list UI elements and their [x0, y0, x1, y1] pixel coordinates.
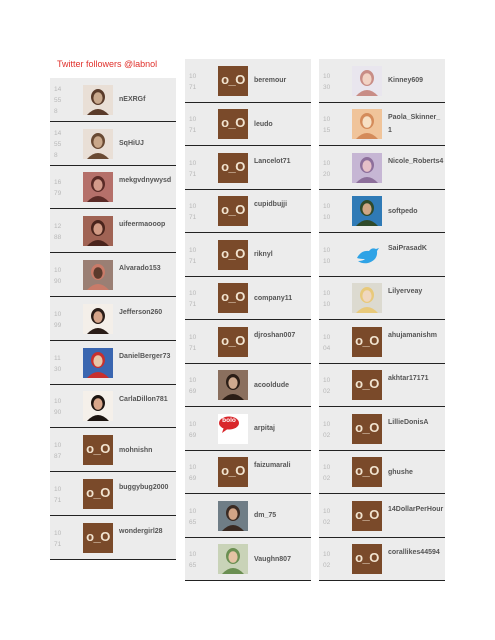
profile-photo[interactable] — [352, 283, 382, 313]
default-avatar[interactable]: o_O — [352, 414, 382, 444]
follower-count — [189, 419, 196, 441]
follower-count-part: 02 — [323, 475, 331, 483]
profile-photo[interactable] — [218, 544, 248, 574]
follower-count-part: 10 — [189, 203, 197, 211]
followers-column-1 — [50, 78, 176, 560]
default-avatar[interactable]: o_O — [83, 435, 113, 465]
follower-username[interactable]: arpitaj — [254, 425, 276, 433]
profile-photo-image — [83, 304, 113, 334]
follower-count-part: 10 — [323, 420, 331, 428]
follower-count-part: 10 — [189, 420, 197, 428]
follower-count — [323, 332, 330, 354]
follower-count-part: 10 — [323, 203, 331, 211]
follower-count-part: 10 — [189, 246, 197, 254]
follower-count-part: 71 — [189, 127, 197, 135]
follower-username[interactable]: 14DollarPerHour — [388, 505, 444, 513]
follower-row — [185, 146, 311, 190]
follower-row — [185, 364, 311, 408]
follower-count-part: 90 — [54, 409, 62, 417]
follower-count-part: 8 — [54, 152, 58, 160]
follower-username[interactable]: acooldude — [254, 381, 290, 389]
follower-row — [319, 364, 445, 408]
follower-row — [50, 78, 176, 122]
follower-count-part: 10 — [323, 290, 331, 298]
follower-count-part: 11 — [54, 354, 61, 362]
follower-count-part: 71 — [189, 170, 197, 178]
follower-username[interactable]: dm_75 — [254, 512, 277, 520]
follower-count-part: 71 — [189, 257, 197, 265]
profile-photo-image — [83, 260, 113, 290]
follower-count-part: 10 — [323, 72, 331, 80]
follower-row — [319, 538, 445, 582]
follower-count — [189, 201, 196, 223]
follower-row — [50, 428, 176, 472]
default-avatar[interactable]: o_O — [218, 283, 248, 313]
follower-username[interactable]: ahujamanishm — [388, 331, 438, 339]
follower-count-part: 10 — [189, 290, 197, 298]
default-avatar[interactable]: o_O — [218, 196, 248, 226]
follower-count — [323, 201, 330, 223]
followers-column-3 — [319, 59, 445, 581]
follower-count-part: 10 — [323, 507, 331, 515]
profile-photo-image — [83, 391, 113, 421]
follower-count — [54, 177, 61, 199]
default-avatar[interactable]: o_O — [218, 109, 248, 139]
page-title: Twitter followers @labnol — [57, 59, 158, 69]
follower-count — [189, 332, 196, 354]
follower-count-part: 10 — [323, 377, 331, 385]
follower-count-part: 10 — [323, 257, 331, 265]
follower-row — [319, 494, 445, 538]
profile-photo[interactable] — [352, 109, 382, 139]
follower-count-part: 10 — [189, 333, 197, 341]
follower-username[interactable]: nEXRGf — [119, 96, 146, 104]
profile-photo[interactable] — [83, 85, 113, 115]
profile-photo-image — [352, 109, 382, 139]
follower-row — [319, 103, 445, 147]
follower-count-part: 10 — [189, 116, 197, 124]
follower-count-part: 71 — [54, 497, 62, 505]
follower-count-part: 10 — [189, 377, 197, 385]
follower-count-part: 10 — [323, 301, 331, 309]
follower-row — [319, 59, 445, 103]
profile-photo[interactable] — [83, 348, 113, 378]
profile-photo[interactable] — [352, 153, 382, 183]
follower-username[interactable]: wondergirl28 — [119, 527, 163, 535]
follower-row — [185, 320, 311, 364]
follower-count-part: 69 — [189, 388, 197, 396]
default-avatar[interactable]: o_O — [218, 66, 248, 96]
follower-username[interactable]: akhtar17171 — [388, 375, 429, 383]
follower-count — [189, 245, 196, 267]
follower-count — [323, 506, 330, 528]
follower-count-part: 10 — [323, 116, 331, 124]
follower-username[interactable]: softpedo — [388, 207, 418, 215]
default-avatar[interactable]: o_O — [352, 501, 382, 531]
follower-count — [323, 158, 330, 180]
follower-username[interactable]: djroshan007 — [254, 331, 296, 339]
follower-count — [54, 128, 61, 161]
default-avatar[interactable]: o_O — [83, 523, 113, 553]
followers-column-2 — [185, 59, 311, 581]
follower-username[interactable]: buggybug2000 — [119, 484, 169, 492]
profile-photo-image — [218, 370, 248, 400]
follower-count-part: 10 — [323, 159, 331, 167]
follower-count — [54, 484, 61, 506]
follower-username[interactable]: ghushe — [388, 468, 413, 476]
follower-row — [185, 451, 311, 495]
follower-username[interactable]: mekgvdnywysd — [119, 177, 172, 185]
follower-row — [185, 190, 311, 234]
follower-count — [189, 375, 196, 397]
follower-count-part: 10 — [54, 486, 62, 494]
follower-username[interactable]: Lilyerveay — [388, 288, 423, 296]
follower-count-part: 90 — [54, 278, 62, 286]
follower-count-part: 10 — [323, 214, 331, 222]
default-avatar[interactable]: o_O — [218, 457, 248, 487]
follower-count-part: 10 — [54, 442, 62, 450]
default-avatar[interactable]: o_O — [218, 153, 248, 183]
follower-username[interactable]: corallikes44594 — [388, 549, 440, 557]
follower-count — [323, 462, 330, 484]
profile-photo-image — [218, 501, 248, 531]
follower-count-part: 55 — [54, 141, 62, 149]
follower-count — [323, 375, 330, 397]
profile-photo-image — [352, 196, 382, 226]
follower-count-part: 15 — [323, 127, 331, 135]
follower-count-part: 10 — [189, 507, 197, 515]
profile-photo[interactable] — [218, 501, 248, 531]
follower-count-part: 10 — [189, 72, 197, 80]
follower-count — [189, 506, 196, 528]
follower-username[interactable]: riknyl — [254, 251, 273, 259]
follower-count-part: 04 — [323, 344, 331, 352]
follower-row — [319, 146, 445, 190]
follower-count-part: 14 — [54, 130, 62, 138]
follower-count-part: 16 — [54, 179, 62, 187]
profile-photo[interactable] — [218, 370, 248, 400]
follower-count-part: 10 — [54, 267, 62, 275]
follower-count — [189, 462, 196, 484]
profile-photo-image — [352, 66, 382, 96]
follower-row — [319, 190, 445, 234]
follower-count-part: 10 — [54, 398, 62, 406]
follower-username[interactable]: cupidbujji — [254, 201, 288, 209]
follower-count — [54, 265, 61, 287]
follower-username[interactable]: Paola_Skinner_1 — [388, 114, 441, 135]
default-avatar[interactable]: o_O — [352, 370, 382, 400]
follower-count-part: 55 — [54, 97, 62, 105]
follower-username[interactable]: Kinney609 — [388, 77, 424, 85]
follower-row — [50, 516, 176, 560]
default-avatar[interactable]: o_O — [83, 479, 113, 509]
follower-username[interactable]: LillieDonisA — [388, 418, 429, 426]
follower-count-part: 71 — [189, 214, 197, 222]
follower-count — [189, 158, 196, 180]
follower-count-part: 30 — [54, 365, 62, 373]
follower-count-part: 69 — [189, 475, 197, 483]
profile-photo[interactable] — [83, 260, 113, 290]
follower-username[interactable]: beremour — [254, 77, 287, 85]
follower-username[interactable]: Alvarado153 — [119, 265, 161, 273]
follower-row — [185, 407, 311, 451]
follower-count-part: 10 — [323, 551, 331, 559]
follower-username[interactable]: CarlaDillon781 — [119, 396, 168, 404]
follower-username[interactable]: SqHiUJ — [119, 140, 144, 148]
profile-photo-image — [352, 283, 382, 313]
follower-count-part: 71 — [189, 301, 197, 309]
follower-count-part: 30 — [323, 83, 331, 91]
follower-count-part: 79 — [54, 190, 62, 198]
profile-photo[interactable] — [352, 66, 382, 96]
follower-count-part: 10 — [323, 333, 331, 341]
follower-count — [54, 221, 61, 243]
default-avatar[interactable]: o_O — [352, 457, 382, 487]
follower-count-part: 02 — [323, 431, 331, 439]
default-avatar[interactable]: o_O — [352, 327, 382, 357]
default-avatar[interactable]: o_O — [218, 240, 248, 270]
follower-count — [323, 549, 330, 571]
follower-count — [54, 84, 61, 117]
follower-count — [323, 71, 330, 93]
follower-username[interactable]: Lancelot71 — [254, 157, 291, 165]
follower-username[interactable]: faizumarali — [254, 462, 291, 470]
follower-row — [319, 233, 445, 277]
profile-photo[interactable] — [83, 129, 113, 159]
follower-username[interactable]: leudo — [254, 120, 273, 128]
profile-photo[interactable] — [83, 304, 113, 334]
follower-username[interactable]: DanielBerger73 — [119, 352, 171, 360]
follower-count-part: 87 — [54, 453, 62, 461]
follower-row — [319, 451, 445, 495]
follower-username[interactable]: Vaughn807 — [254, 555, 291, 563]
follower-count-part: 99 — [54, 321, 62, 329]
follower-username[interactable]: company11 — [254, 294, 293, 302]
follower-count — [54, 440, 61, 462]
twitter-bird-icon[interactable] — [352, 240, 382, 270]
follower-row — [185, 103, 311, 147]
follower-count — [54, 528, 61, 550]
profile-photo-image — [83, 348, 113, 378]
follower-row — [50, 385, 176, 429]
bolo-logo-avatar[interactable] — [218, 414, 248, 444]
follower-row — [185, 59, 311, 103]
follower-row — [50, 166, 176, 210]
follower-username[interactable]: uifeermaooop — [119, 221, 166, 229]
follower-row — [50, 341, 176, 385]
follower-count — [189, 549, 196, 571]
follower-row — [319, 277, 445, 321]
follower-row — [319, 320, 445, 364]
follower-count-part: 10 — [323, 464, 331, 472]
follower-row — [50, 209, 176, 253]
follower-count-part: 14 — [54, 86, 62, 94]
follower-count-part: 88 — [54, 234, 62, 242]
profile-photo-image — [218, 544, 248, 574]
follower-row — [185, 233, 311, 277]
profile-photo[interactable] — [83, 391, 113, 421]
follower-username[interactable]: Jefferson260 — [119, 308, 163, 316]
follower-count-part: 12 — [54, 223, 62, 231]
twitter-bird-shape — [352, 240, 382, 270]
follower-count-part: 10 — [189, 551, 197, 559]
follower-count — [323, 288, 330, 310]
follower-count — [323, 419, 330, 441]
follower-username[interactable]: Nicole_Roberts4 — [388, 157, 444, 165]
follower-count-part: 71 — [54, 540, 62, 548]
profile-photo[interactable] — [352, 196, 382, 226]
follower-count — [189, 71, 196, 93]
follower-count-part: 10 — [323, 246, 331, 254]
follower-count — [54, 396, 61, 418]
profile-photo[interactable] — [83, 216, 113, 246]
follower-count — [189, 114, 196, 136]
profile-photo[interactable] — [83, 172, 113, 202]
follower-count — [54, 353, 61, 375]
follower-count-part: 02 — [323, 518, 331, 526]
follower-count-part: 10 — [54, 529, 62, 537]
profile-photo-image — [352, 153, 382, 183]
profile-photo-image — [83, 216, 113, 246]
follower-count-part: 20 — [323, 170, 331, 178]
follower-row — [50, 297, 176, 341]
follower-username[interactable]: mohnishn — [119, 446, 153, 454]
follower-count-part: 02 — [323, 388, 331, 396]
follower-count — [54, 309, 61, 331]
follower-row — [50, 122, 176, 166]
default-avatar[interactable]: o_O — [352, 544, 382, 574]
follower-count-part: 10 — [189, 159, 197, 167]
default-avatar[interactable]: o_O — [218, 327, 248, 357]
follower-count-part: 65 — [189, 562, 197, 570]
follower-row — [185, 494, 311, 538]
follower-count-part: 65 — [189, 518, 197, 526]
bolo-logo-text: bolo — [222, 416, 236, 424]
follower-count-part: 02 — [323, 562, 331, 570]
profile-photo-image — [83, 85, 113, 115]
follower-count — [323, 114, 330, 136]
follower-count-part: 8 — [54, 108, 58, 116]
follower-count-part: 10 — [54, 310, 62, 318]
profile-photo-image — [83, 129, 113, 159]
follower-row — [185, 277, 311, 321]
follower-row — [319, 407, 445, 451]
follower-count-part: 71 — [189, 344, 197, 352]
follower-count-part: 71 — [189, 83, 197, 91]
follower-count-part: 10 — [189, 464, 197, 472]
profile-photo-image — [83, 172, 113, 202]
follower-row — [50, 472, 176, 516]
follower-username[interactable]: SaiPrasadK — [388, 244, 427, 252]
follower-count-part: 69 — [189, 431, 197, 439]
follower-row — [185, 538, 311, 582]
follower-row — [50, 253, 176, 297]
follower-count — [189, 288, 196, 310]
follower-count — [323, 245, 330, 267]
